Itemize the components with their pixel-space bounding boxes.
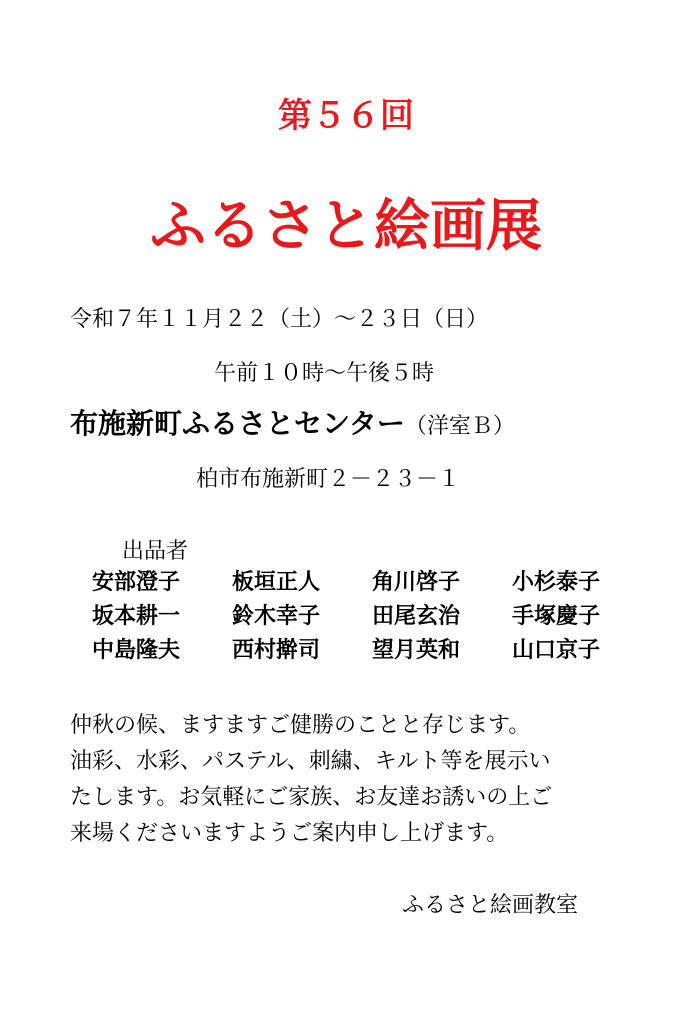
edition-heading: 第５６回	[278, 96, 414, 136]
exhibitor-name: 小杉泰子	[512, 570, 601, 595]
exhibitors-label: 出品者	[122, 539, 189, 564]
exhibitor-name: 角川啓子	[372, 570, 461, 595]
message-line: 仲秋の候、ますますご健勝のことと存じます。	[70, 713, 531, 738]
venue-room: （洋室Ｂ）	[404, 414, 515, 439]
message-line: たします。お気軽にご家族、お友達お誘いの上ご	[70, 785, 553, 810]
exhibitor-name: 田尾玄治	[372, 604, 461, 629]
exhibitor-name: 板垣正人	[232, 570, 321, 595]
exhibitor-list	[92, 568, 652, 666]
venue	[70, 407, 515, 441]
exhibitor-name: 鈴木幸子	[232, 604, 321, 629]
exhibitor-name: 中島隆夫	[92, 638, 181, 663]
exhibitor-name: 西村擀司	[232, 638, 321, 663]
message-line: 来場くださいますようご案内申し上げます。	[70, 821, 509, 846]
exhibitor-name: 坂本耕一	[92, 604, 181, 629]
message-line: 油彩、水彩、パステル、刺繍、キルト等を展示い	[70, 749, 551, 774]
greeting-message	[70, 708, 630, 852]
exhibitor-name: 山口京子	[512, 638, 601, 663]
exhibitor-name: 安部澄子	[92, 570, 181, 595]
exhibition-title: ふるさと絵画展	[150, 194, 542, 259]
exhibition-time: 午前１０時～午後５時	[214, 361, 435, 386]
exhibitor-name: 手塚慶子	[512, 604, 601, 629]
venue-name: 布施新町ふるさとセンター	[70, 407, 405, 440]
venue-address: 柏市布施新町２－２３－１	[196, 467, 461, 492]
exhibitor-name: 望月英和	[372, 638, 461, 663]
exhibition-date: 令和７年１１月２２（土）～２３日（日）	[70, 307, 489, 332]
organizer-name: ふるさと絵画教室	[402, 893, 579, 918]
